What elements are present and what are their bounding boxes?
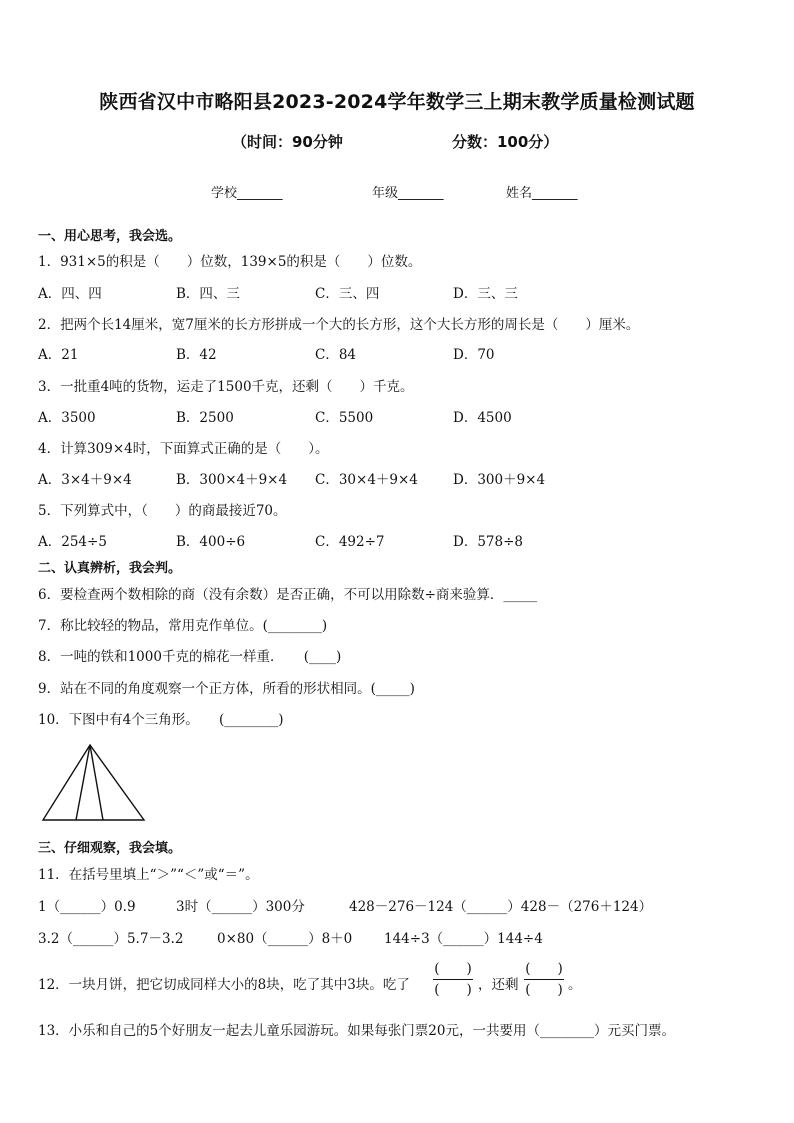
q11-item-3[interactable]: 428－276－124（______）428－（276＋124） (349, 899, 653, 915)
q3-option-c[interactable]: C．5500 (315, 410, 374, 426)
question-12: 12．一块月饼，把它切成同样大小的8块，吃了其中3块。吃了 (38, 977, 410, 993)
question-5: 5．下列算式中，（ ）的商最接近70。 (38, 503, 287, 519)
q5-option-a[interactable]: A．254÷5 (38, 534, 107, 550)
grade-field[interactable]: 年级_______ (372, 186, 444, 201)
q11-item-2[interactable]: 3时（______）300分 (176, 899, 305, 915)
q5-option-c[interactable]: C．492÷7 (315, 534, 385, 550)
q12-eaten-numerator[interactable]: ( ) (434, 961, 472, 977)
q1-option-b[interactable]: B．四、三 (176, 286, 240, 302)
question-2: 2．把两个长14厘米，宽7厘米的长方形拼成一个大的长方形，这个大长方形的周长是（ ）厘米。 (38, 317, 640, 333)
question-10: 10．下图中有4个三角形。 (________) (38, 712, 284, 728)
q4-option-a[interactable]: A．3×4＋9×4 (38, 472, 132, 488)
q12-fraction-eaten[interactable] (433, 960, 473, 999)
school-field[interactable]: 学校_______ (211, 186, 283, 201)
q2-option-a[interactable]: A．21 (38, 347, 79, 363)
q12-eaten-denominator[interactable]: ( ) (434, 982, 472, 998)
question-8: 8．一吨的铁和1000千克的棉花一样重． (____) (38, 649, 342, 665)
page-title: 陕西省汉中市略阳县2023-2024学年数学三上期末教学质量检测试题 (99, 91, 695, 113)
question-3: 3．一批重4吨的货物，运走了1500千克，还剩（ ）千克。 (38, 379, 414, 395)
q12-fraction-remaining[interactable] (524, 960, 564, 999)
q11-item-1[interactable]: 1（______）0.9 (38, 899, 136, 915)
q12-text-remaining: ，还剩 (478, 977, 519, 993)
section-2-heading: 二、认真辨析，我会判。 (38, 561, 182, 576)
section-1-heading: 一、用心思考，我会选。 (38, 229, 182, 244)
q12-remaining-denominator[interactable]: ( ) (525, 982, 563, 998)
exam-score: 分数：100分） (452, 133, 559, 151)
question-9: 9．站在不同的角度观察一个正方体，所看的形状相同。(_____) (38, 681, 415, 697)
q1-option-a[interactable]: A．四、四 (38, 286, 102, 302)
q3-option-a[interactable]: A．3500 (38, 410, 96, 426)
q5-option-b[interactable]: B．400÷6 (176, 534, 246, 550)
section-3-heading: 三、仔细观察，我会填。 (38, 841, 182, 856)
question-7: 7．称比较轻的物品，常用克作单位。(________) (38, 618, 328, 634)
q1-option-c[interactable]: C．三、四 (315, 286, 380, 302)
q2-option-b[interactable]: B．42 (176, 347, 217, 363)
q2-option-d[interactable]: D．70 (453, 347, 495, 363)
q5-option-d[interactable]: D．578÷8 (453, 534, 523, 550)
q4-option-d[interactable]: D．300＋9×4 (453, 472, 546, 488)
question-4: 4．计算309×4时，下面算式正确的是（ ）。 (38, 441, 329, 457)
q1-option-d[interactable]: D．三、三 (453, 286, 518, 302)
question-11: 11．在括号里填上“＞”“＜”或“＝”。 (38, 867, 259, 883)
q11-item-6[interactable]: 144÷3（______）144÷4 (384, 931, 543, 947)
question-13: 13．小乐和自己的5个好朋友一起去儿童乐园游玩。如果每张门票20元，一共要用（________）元买门票。 (38, 1023, 675, 1039)
q3-option-d[interactable]: D．4500 (453, 410, 512, 426)
triangle-figure (40, 742, 150, 824)
q12-remaining-numerator[interactable]: ( ) (525, 961, 563, 977)
q4-option-b[interactable]: B．300×4＋9×4 (176, 472, 288, 488)
question-1: 1．931×5的积是（ ）位数，139×5的积是（ ）位数。 (38, 254, 422, 270)
q12-end: 。 (568, 977, 582, 993)
q4-option-c[interactable]: C．30×4＋9×4 (315, 472, 418, 488)
q2-option-c[interactable]: C．84 (315, 347, 357, 363)
exam-time: （时间：90分钟 (232, 133, 343, 151)
q11-item-4[interactable]: 3.2（______）5.7－3.2 (38, 931, 184, 947)
question-6: 6．要检查两个数相除的商（没有余数）是否正确，不可以用除数÷商来验算．_____ (38, 587, 538, 603)
name-field[interactable]: 姓名_______ (506, 186, 578, 201)
q11-item-5[interactable]: 0×80（______）8＋0 (217, 931, 353, 947)
q3-option-b[interactable]: B．2500 (176, 410, 234, 426)
